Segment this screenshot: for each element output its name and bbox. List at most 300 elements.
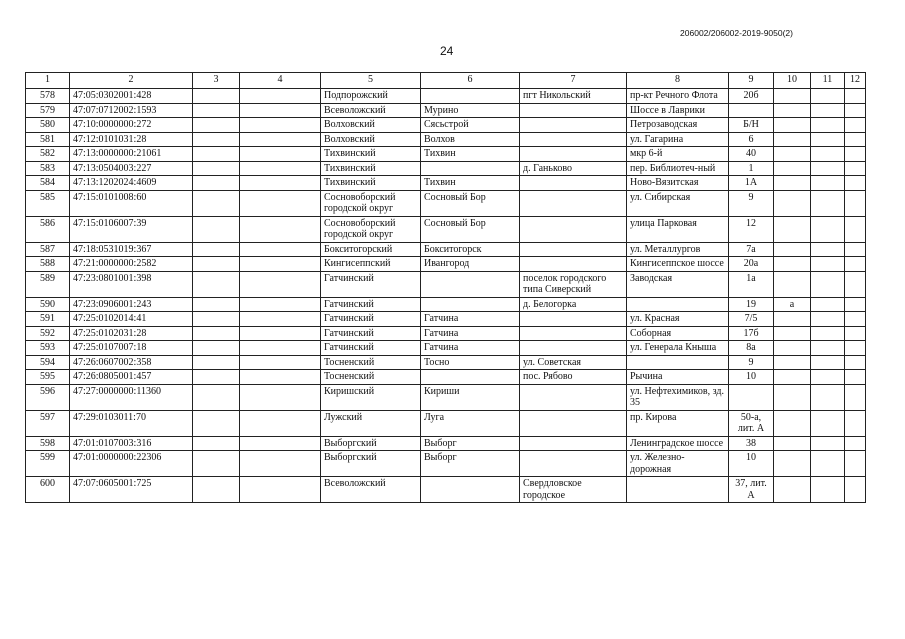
table-cell-col-9: 50-а, лит. А (729, 410, 774, 436)
table-cell-col-12 (845, 477, 866, 503)
table-cell-col-8: пер. Библиотеч-ный (627, 161, 729, 176)
table-cell-col-3 (193, 161, 240, 176)
table-cell-col-2: 47:13:0000000:21061 (70, 147, 193, 162)
table-cell-col-11 (811, 190, 845, 216)
table-cell-col-3 (193, 176, 240, 191)
table-cell-col-12 (845, 312, 866, 327)
column-header-11: 11 (811, 73, 845, 89)
column-header-3: 3 (193, 73, 240, 89)
table-row (26, 410, 866, 436)
table-row (26, 271, 866, 297)
table-cell-col-2: 47:13:1202024:4609 (70, 176, 193, 191)
table-cell-col-11 (811, 410, 845, 436)
table-cell-col-9: 7/5 (729, 312, 774, 327)
table-row (26, 242, 866, 257)
table-cell-col-11 (811, 384, 845, 410)
table-cell-col-9 (729, 103, 774, 118)
table-cell-col-1: 595 (26, 370, 70, 385)
table-cell-col-11 (811, 257, 845, 272)
table-cell-col-12 (845, 271, 866, 297)
table-cell-col-5: Тосненский (321, 355, 421, 370)
table-cell-col-12 (845, 161, 866, 176)
table-cell-col-3 (193, 271, 240, 297)
table-cell-col-4 (240, 326, 321, 341)
table-cell-col-10 (774, 161, 811, 176)
table-cell-col-3 (193, 257, 240, 272)
table-cell-col-11 (811, 118, 845, 133)
table-cell-col-10 (774, 384, 811, 410)
table-cell-col-12 (845, 242, 866, 257)
table-cell-col-8: мкр 6-й (627, 147, 729, 162)
table-cell-col-9: 1А (729, 176, 774, 191)
table-cell-col-3 (193, 312, 240, 327)
table-cell-col-10 (774, 147, 811, 162)
table-cell-col-9: 37, лит. А (729, 477, 774, 503)
table-cell-col-9: 40 (729, 147, 774, 162)
table-cell-col-3 (193, 451, 240, 477)
table-cell-col-8: Заводская (627, 271, 729, 297)
table-row (26, 477, 866, 503)
table-cell-col-6: Луга (421, 410, 520, 436)
table-cell-col-5: Тихвинский (321, 176, 421, 191)
table-cell-col-3 (193, 103, 240, 118)
table-cell-col-2: 47:29:0103011:70 (70, 410, 193, 436)
table-cell-col-10 (774, 103, 811, 118)
table-cell-col-11 (811, 242, 845, 257)
table-cell-col-9: 9 (729, 190, 774, 216)
table-cell-col-9: 6 (729, 132, 774, 147)
table-cell-col-1: 597 (26, 410, 70, 436)
table-cell-col-6: Сясьстрой (421, 118, 520, 133)
table-cell-col-3 (193, 355, 240, 370)
table-cell-col-10 (774, 451, 811, 477)
table-cell-col-6: Тихвин (421, 176, 520, 191)
table-cell-col-7 (520, 312, 627, 327)
table-cell-col-8: Ново-Вязитская (627, 176, 729, 191)
table-cell-col-9: Б/Н (729, 118, 774, 133)
table-cell-col-1: 594 (26, 355, 70, 370)
table-cell-col-4 (240, 89, 321, 104)
table-cell-col-3 (193, 147, 240, 162)
table-cell-col-9: 17б (729, 326, 774, 341)
table-cell-col-4 (240, 477, 321, 503)
table-cell-col-3 (193, 190, 240, 216)
table-cell-col-4 (240, 341, 321, 356)
table-cell-col-11 (811, 216, 845, 242)
table-cell-col-12 (845, 216, 866, 242)
table-cell-col-12 (845, 147, 866, 162)
table-cell-col-11 (811, 176, 845, 191)
table-cell-col-10 (774, 89, 811, 104)
table-cell-col-9 (729, 384, 774, 410)
table-row (26, 297, 866, 312)
table-cell-col-8: Соборная (627, 326, 729, 341)
table-cell-col-5: Выборгский (321, 451, 421, 477)
table-cell-col-2: 47:10:0000000:272 (70, 118, 193, 133)
table-cell-col-11 (811, 451, 845, 477)
table-cell-col-12 (845, 176, 866, 191)
table-cell-col-12 (845, 297, 866, 312)
table-cell-col-7 (520, 176, 627, 191)
table-cell-col-1: 580 (26, 118, 70, 133)
table-cell-col-4 (240, 297, 321, 312)
table-cell-col-7 (520, 384, 627, 410)
table-cell-col-12 (845, 132, 866, 147)
table-cell-col-8 (627, 355, 729, 370)
table-cell-col-11 (811, 436, 845, 451)
table-cell-col-2: 47:15:0101008:60 (70, 190, 193, 216)
table-cell-col-10: а (774, 297, 811, 312)
column-header-10: 10 (774, 73, 811, 89)
table-cell-col-1: 588 (26, 257, 70, 272)
table-cell-col-12 (845, 257, 866, 272)
table-cell-col-1: 589 (26, 271, 70, 297)
table-cell-col-9: 38 (729, 436, 774, 451)
table-cell-col-7 (520, 118, 627, 133)
table-cell-col-5: Гатчинский (321, 297, 421, 312)
table-cell-col-4 (240, 410, 321, 436)
table-cell-col-9: 1а (729, 271, 774, 297)
table-cell-col-4 (240, 384, 321, 410)
table-cell-col-5: Гатчинский (321, 271, 421, 297)
table-cell-col-12 (845, 384, 866, 410)
table-cell-col-12 (845, 326, 866, 341)
table-cell-col-4 (240, 451, 321, 477)
table-row (26, 147, 866, 162)
table-cell-col-7 (520, 190, 627, 216)
table-cell-col-10 (774, 370, 811, 385)
table-cell-col-5: Сосновоборский городской округ (321, 216, 421, 242)
table-row (26, 103, 866, 118)
table-cell-col-6: Мурино (421, 103, 520, 118)
table-cell-col-4 (240, 118, 321, 133)
table-cell-col-5: Сосновоборский городской округ (321, 190, 421, 216)
table-cell-col-10 (774, 326, 811, 341)
table-cell-col-5: Лужский (321, 410, 421, 436)
table-cell-col-5: Бокситогорский (321, 242, 421, 257)
table-cell-col-6 (421, 161, 520, 176)
table-cell-col-6: Волхов (421, 132, 520, 147)
table-cell-col-2: 47:15:0106007:39 (70, 216, 193, 242)
table-cell-col-11 (811, 297, 845, 312)
table-cell-col-2: 47:23:0906001:243 (70, 297, 193, 312)
table-cell-col-2: 47:27:0000000:11360 (70, 384, 193, 410)
column-header-12: 12 (845, 73, 866, 89)
table-cell-col-8: улица Парковая (627, 216, 729, 242)
table-row (26, 384, 866, 410)
column-header-9: 9 (729, 73, 774, 89)
table-cell-col-1: 582 (26, 147, 70, 162)
table-row (26, 451, 866, 477)
table-cell-col-12 (845, 355, 866, 370)
table-cell-col-12 (845, 410, 866, 436)
table-cell-col-6: Гатчина (421, 312, 520, 327)
table-cell-col-2: 47:18:0531019:367 (70, 242, 193, 257)
table-cell-col-6: Гатчина (421, 326, 520, 341)
table-cell-col-7: пгт Никольский (520, 89, 627, 104)
table-row (26, 355, 866, 370)
table-cell-col-6 (421, 297, 520, 312)
table-cell-col-2: 47:23:0801001:398 (70, 271, 193, 297)
table-cell-col-2: 47:25:0107007:18 (70, 341, 193, 356)
table-cell-col-9: 19 (729, 297, 774, 312)
column-header-8: 8 (627, 73, 729, 89)
table-cell-col-5: Тихвинский (321, 161, 421, 176)
table-cell-col-8 (627, 477, 729, 503)
table-cell-col-2: 47:12:0101031:28 (70, 132, 193, 147)
table-cell-col-5: Всеволожский (321, 103, 421, 118)
table-cell-col-4 (240, 355, 321, 370)
column-header-1: 1 (26, 73, 70, 89)
table-cell-col-10 (774, 216, 811, 242)
table-cell-col-9: 20б (729, 89, 774, 104)
table-cell-col-2: 47:07:0605001:725 (70, 477, 193, 503)
table-cell-col-11 (811, 477, 845, 503)
table-cell-col-9: 1 (729, 161, 774, 176)
table-cell-col-4 (240, 190, 321, 216)
table-cell-col-7: д. Белогорка (520, 297, 627, 312)
table-cell-col-10 (774, 341, 811, 356)
property-register-table (25, 72, 866, 503)
table-cell-col-5: Тихвинский (321, 147, 421, 162)
table-cell-col-5: Волховский (321, 132, 421, 147)
table-cell-col-7 (520, 103, 627, 118)
column-header-5: 5 (321, 73, 421, 89)
table-cell-col-1: 578 (26, 89, 70, 104)
table-cell-col-5: Волховский (321, 118, 421, 133)
table-cell-col-10 (774, 312, 811, 327)
table-header-row (26, 73, 866, 89)
table-cell-col-1: 584 (26, 176, 70, 191)
table-cell-col-7 (520, 451, 627, 477)
table-cell-col-3 (193, 436, 240, 451)
table-cell-col-6: Выборг (421, 451, 520, 477)
table-cell-col-9: 12 (729, 216, 774, 242)
table-cell-col-8: Рычина (627, 370, 729, 385)
table-cell-col-8: ул. Нефтехимиков, зд. 35 (627, 384, 729, 410)
table-row (26, 312, 866, 327)
table-cell-col-2: 47:07:0712002:1593 (70, 103, 193, 118)
table-cell-col-9: 20а (729, 257, 774, 272)
table-cell-col-2: 47:26:0805001:457 (70, 370, 193, 385)
table-cell-col-8: ул. Красная (627, 312, 729, 327)
table-cell-col-4 (240, 312, 321, 327)
table-cell-col-11 (811, 103, 845, 118)
table-cell-col-3 (193, 132, 240, 147)
column-header-2: 2 (70, 73, 193, 89)
table-cell-col-5: Гатчинский (321, 312, 421, 327)
table-cell-col-1: 587 (26, 242, 70, 257)
table-row (26, 341, 866, 356)
table-cell-col-10 (774, 257, 811, 272)
table-cell-col-9: 8а (729, 341, 774, 356)
table-row (26, 176, 866, 191)
table-cell-col-4 (240, 103, 321, 118)
table-cell-col-7: Свердловское городское (520, 477, 627, 503)
table-cell-col-10 (774, 132, 811, 147)
table-cell-col-3 (193, 477, 240, 503)
table-cell-col-12 (845, 436, 866, 451)
table-cell-col-11 (811, 326, 845, 341)
table-cell-col-5: Всеволожский (321, 477, 421, 503)
table-cell-col-11 (811, 312, 845, 327)
table-row (26, 326, 866, 341)
table-row (26, 161, 866, 176)
table-cell-col-6 (421, 477, 520, 503)
table-row (26, 89, 866, 104)
column-header-7: 7 (520, 73, 627, 89)
table-cell-col-8: Ленинградское шоссе (627, 436, 729, 451)
table-cell-col-6 (421, 370, 520, 385)
table-cell-col-6: Гатчина (421, 341, 520, 356)
table-cell-col-12 (845, 89, 866, 104)
table-cell-col-6: Бокситогорск (421, 242, 520, 257)
table-cell-col-4 (240, 176, 321, 191)
table-cell-col-10 (774, 118, 811, 133)
document-number: 206002/206002-2019-9050(2) (680, 28, 793, 38)
table-cell-col-8: Петрозаводская (627, 118, 729, 133)
table-cell-col-7 (520, 257, 627, 272)
table-cell-col-7 (520, 436, 627, 451)
table-cell-col-11 (811, 355, 845, 370)
table-cell-col-1: 586 (26, 216, 70, 242)
table-cell-col-3 (193, 370, 240, 385)
table-cell-col-4 (240, 161, 321, 176)
table-cell-col-8: ул. Сибирская (627, 190, 729, 216)
column-header-4: 4 (240, 73, 321, 89)
column-header-6: 6 (421, 73, 520, 89)
table-cell-col-12 (845, 118, 866, 133)
table-cell-col-3 (193, 118, 240, 133)
table-cell-col-8: ул. Металлургов (627, 242, 729, 257)
table-row (26, 257, 866, 272)
table-cell-col-3 (193, 410, 240, 436)
table-cell-col-5: Кингисеппский (321, 257, 421, 272)
table-cell-col-6 (421, 89, 520, 104)
table-cell-col-5: Гатчинский (321, 341, 421, 356)
table-cell-col-12 (845, 103, 866, 118)
table-cell-col-7 (520, 216, 627, 242)
table-cell-col-12 (845, 370, 866, 385)
page-number: 24 (440, 44, 454, 58)
table-row (26, 118, 866, 133)
table-cell-col-3 (193, 242, 240, 257)
table-cell-col-1: 593 (26, 341, 70, 356)
table-cell-col-11 (811, 89, 845, 104)
table-cell-col-6: Сосновый Бор (421, 216, 520, 242)
table-cell-col-9: 10 (729, 370, 774, 385)
table-cell-col-5: Подпорожский (321, 89, 421, 104)
table-cell-col-2: 47:05:0302001:428 (70, 89, 193, 104)
table-cell-col-8 (627, 297, 729, 312)
table-cell-col-2: 47:26:0607002:358 (70, 355, 193, 370)
table-cell-col-10 (774, 355, 811, 370)
table-cell-col-1: 600 (26, 477, 70, 503)
table-cell-col-7: д. Ганьково (520, 161, 627, 176)
table-cell-col-10 (774, 410, 811, 436)
table-cell-col-3 (193, 384, 240, 410)
table-cell-col-7 (520, 341, 627, 356)
table-cell-col-2: 47:21:0000000:2582 (70, 257, 193, 272)
table-cell-col-7: ул. Советская (520, 355, 627, 370)
table-cell-col-6: Тосно (421, 355, 520, 370)
table-cell-col-7: поселок городского типа Сиверский (520, 271, 627, 297)
table-cell-col-11 (811, 341, 845, 356)
table-cell-col-5: Выборгский (321, 436, 421, 451)
table-cell-col-12 (845, 190, 866, 216)
table-cell-col-4 (240, 242, 321, 257)
table-cell-col-11 (811, 370, 845, 385)
table-cell-col-1: 581 (26, 132, 70, 147)
table-cell-col-7 (520, 326, 627, 341)
table-cell-col-10 (774, 271, 811, 297)
table-row (26, 190, 866, 216)
table-cell-col-10 (774, 436, 811, 451)
table-cell-col-11 (811, 271, 845, 297)
table-cell-col-12 (845, 341, 866, 356)
table-cell-col-10 (774, 477, 811, 503)
table-cell-col-8: ул. Генерала Кныша (627, 341, 729, 356)
table-cell-col-1: 590 (26, 297, 70, 312)
table-cell-col-2: 47:01:0000000:22306 (70, 451, 193, 477)
table-cell-col-8: ул. Гагарина (627, 132, 729, 147)
table-cell-col-8: Кингисеппское шоссе (627, 257, 729, 272)
table-cell-col-6 (421, 271, 520, 297)
table-cell-col-3 (193, 216, 240, 242)
table-cell-col-7 (520, 147, 627, 162)
table-cell-col-6: Кириши (421, 384, 520, 410)
table-cell-col-11 (811, 161, 845, 176)
table-cell-col-11 (811, 147, 845, 162)
table-cell-col-12 (845, 451, 866, 477)
table-cell-col-7 (520, 410, 627, 436)
table-cell-col-4 (240, 216, 321, 242)
table-cell-col-6: Выборг (421, 436, 520, 451)
table-cell-col-3 (193, 89, 240, 104)
table-cell-col-4 (240, 370, 321, 385)
table-cell-col-1: 598 (26, 436, 70, 451)
table-cell-col-6: Тихвин (421, 147, 520, 162)
table-cell-col-10 (774, 242, 811, 257)
table-row (26, 436, 866, 451)
table-row (26, 132, 866, 147)
table-cell-col-6: Сосновый Бор (421, 190, 520, 216)
table-cell-col-1: 585 (26, 190, 70, 216)
table-cell-col-1: 596 (26, 384, 70, 410)
table-cell-col-7: пос. Рябово (520, 370, 627, 385)
table-cell-col-11 (811, 132, 845, 147)
table-cell-col-4 (240, 147, 321, 162)
table-cell-col-8: Шоссе в Лаврики (627, 103, 729, 118)
table-cell-col-4 (240, 436, 321, 451)
table-cell-col-2: 47:25:0102031:28 (70, 326, 193, 341)
table-cell-col-9: 9 (729, 355, 774, 370)
table-cell-col-1: 599 (26, 451, 70, 477)
table-body (26, 89, 866, 503)
table-cell-col-4 (240, 271, 321, 297)
table-cell-col-9: 7а (729, 242, 774, 257)
table-cell-col-5: Киришский (321, 384, 421, 410)
table-cell-col-8: пр. Кирова (627, 410, 729, 436)
table-cell-col-10 (774, 190, 811, 216)
table-cell-col-4 (240, 257, 321, 272)
table-cell-col-7 (520, 242, 627, 257)
table-cell-col-1: 579 (26, 103, 70, 118)
table-cell-col-8: пр-кт Речного Флота (627, 89, 729, 104)
table-cell-col-6: Ивангород (421, 257, 520, 272)
table-cell-col-9: 10 (729, 451, 774, 477)
table-cell-col-1: 583 (26, 161, 70, 176)
